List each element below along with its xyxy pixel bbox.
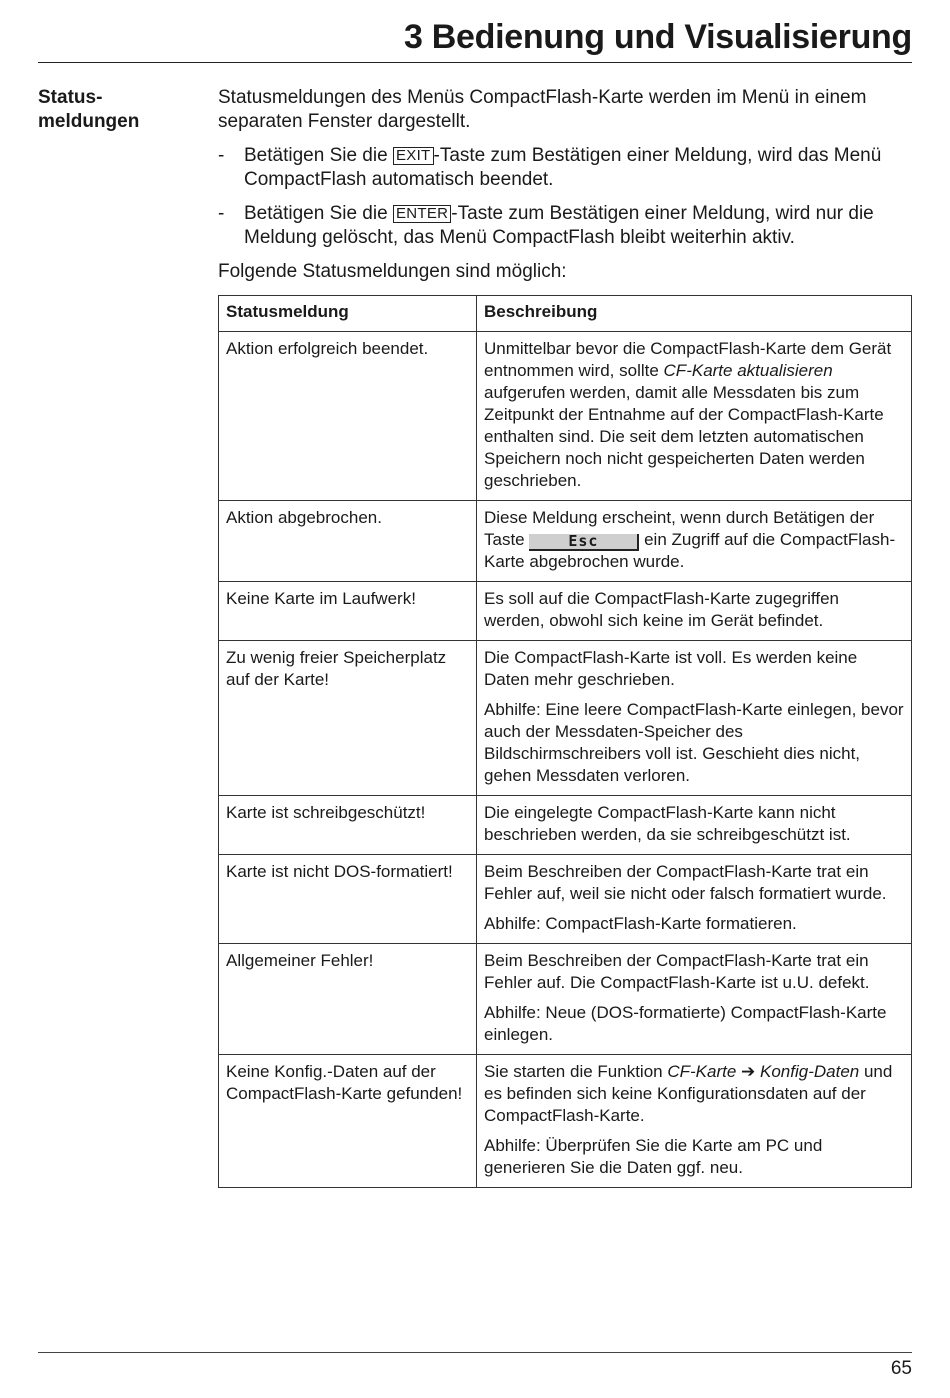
- description-cell: [477, 641, 912, 796]
- enter-key-icon: ENTER: [393, 205, 451, 223]
- remedy-text: Abhilfe: Neue (DOS-formatierte) CompactFlash-Karte einlegen.: [484, 1003, 887, 1044]
- status-message-cell: Allgemeiner Fehler!: [219, 944, 477, 1055]
- description-cell: [477, 332, 912, 501]
- column-header-description: Beschreibung: [477, 296, 912, 332]
- description-text: Beim Beschreiben der CompactFlash-Karte trat ein Fehler auf, weil sie nicht oder falsch formatiert wurde.: [484, 862, 887, 903]
- table-row: [219, 796, 912, 855]
- description-cell: [477, 501, 912, 582]
- bullet-enter: [218, 202, 912, 250]
- bullet-text-after: -Taste zum Bestätigen einer Meldung, wird nur die Meldung gelöscht, das Menü CompactFlash bleibt weiterhin aktiv.: [244, 203, 874, 248]
- menu-item-reference: Konfig-Daten: [760, 1062, 860, 1081]
- footer-divider: [38, 1352, 912, 1353]
- page-number: 65: [890, 1358, 912, 1379]
- table-row: [219, 332, 912, 501]
- section-heading-line-2: meldungen: [38, 111, 140, 132]
- status-message-cell: Keine Konfig.-Daten auf der CompactFlash-Karte gefunden!: [219, 1055, 477, 1188]
- section-heading: [38, 86, 198, 134]
- table-row: [219, 1055, 912, 1188]
- bullet-text-before: Betätigen Sie die: [244, 203, 393, 224]
- section-heading-line-1: Status-: [38, 87, 103, 108]
- description-cell: [477, 1055, 912, 1188]
- table-header-row: [219, 296, 912, 332]
- description-text: Die CompactFlash-Karte ist voll. Es werden keine Daten mehr geschrieben.: [484, 648, 858, 689]
- status-messages-table: [218, 295, 912, 1188]
- description-cell: [477, 944, 912, 1055]
- intro-paragraph: Statusmeldungen des Menüs CompactFlash-Karte werden im Menü in einem separaten Fenster dargestellt.: [218, 87, 867, 132]
- status-message-cell: Aktion abgebrochen.: [219, 501, 477, 582]
- table-row: [219, 501, 912, 582]
- bullet-text-after: -Taste zum Bestätigen einer Meldung, wird das Menü CompactFlash automatisch beendet.: [244, 145, 882, 190]
- remedy-text: Abhilfe: CompactFlash-Karte formatieren.: [484, 914, 797, 933]
- bullet-dash: -: [218, 145, 225, 166]
- bullet-text-before: Betätigen Sie die: [244, 145, 393, 166]
- main-content: [218, 86, 912, 284]
- description-text: ein Zugriff auf die CompactFlash-Karte abgebrochen wurde.: [484, 530, 896, 571]
- description-cell: Es soll auf die CompactFlash-Karte zugegriffen werden, obwohl sich keine im Gerät befindet.: [477, 582, 912, 641]
- table-row: [219, 944, 912, 1055]
- table-row: [219, 855, 912, 944]
- table-row: [219, 641, 912, 796]
- bullet-dash: -: [218, 203, 225, 224]
- bullet-exit: [218, 144, 912, 192]
- remedy-text: Abhilfe: Eine leere CompactFlash-Karte einlegen, bevor auch der Messdaten-Speicher des Bildschirmschreibers voll ist. Geschieht dies nicht, gehen Messdaten verloren.: [484, 700, 904, 785]
- column-header-status: Statusmeldung: [219, 296, 477, 332]
- esc-key-icon: Esc: [529, 534, 639, 551]
- chapter-title: 3 Bedienung und Visualisierung: [403, 18, 912, 56]
- status-message-cell: Karte ist nicht DOS-formatiert!: [219, 855, 477, 944]
- description-text-part: Sie starten die Funktion: [484, 1062, 668, 1081]
- description-text: Diese Meldung erscheint, wenn durch Betätigen der Taste: [484, 508, 875, 549]
- status-message-cell: Keine Karte im Laufwerk!: [219, 582, 477, 641]
- status-message-cell: Karte ist schreibgeschützt!: [219, 796, 477, 855]
- header-divider: [38, 62, 912, 63]
- description-text: [484, 1061, 904, 1127]
- remedy-text: Abhilfe: Überprüfen Sie die Karte am PC und generieren Sie die Daten ggf. neu.: [484, 1136, 823, 1177]
- menu-item-reference: CF-Karte: [667, 1062, 737, 1081]
- arrow-right-icon: ➔: [741, 1062, 756, 1081]
- description-cell: Die eingelegte CompactFlash-Karte kann nicht beschrieben werden, da sie schreibgeschützt ist.: [477, 796, 912, 855]
- description-text: aufgerufen werden, damit alle Messdaten bis zum Zeitpunkt der Entnahme auf der CompactFlash-Karte enthalten sind. Die seit dem letzten automatischen Speichern noch nicht gespeicherten Daten werden geschrieben.: [484, 383, 884, 490]
- exit-key-icon: EXIT: [393, 147, 434, 165]
- table-row: [219, 582, 912, 641]
- menu-item-reference: CF-Karte aktualisieren: [663, 361, 833, 380]
- description-cell: [477, 855, 912, 944]
- description-text: Beim Beschreiben der CompactFlash-Karte trat ein Fehler auf. Die CompactFlash-Karte ist u.U. defekt.: [484, 951, 870, 992]
- status-message-cell: Aktion erfolgreich beendet.: [219, 332, 477, 501]
- description-text: Unmittelbar bevor die CompactFlash-Karte dem Gerät entnommen wird, sollte: [484, 339, 892, 380]
- description-text-part: und es befinden sich keine Konfigurationsdaten auf der CompactFlash-Karte.: [484, 1062, 893, 1125]
- lead-in-paragraph: Folgende Statusmeldungen sind möglich:: [218, 261, 567, 282]
- status-message-cell: Zu wenig freier Speicherplatz auf der Karte!: [219, 641, 477, 796]
